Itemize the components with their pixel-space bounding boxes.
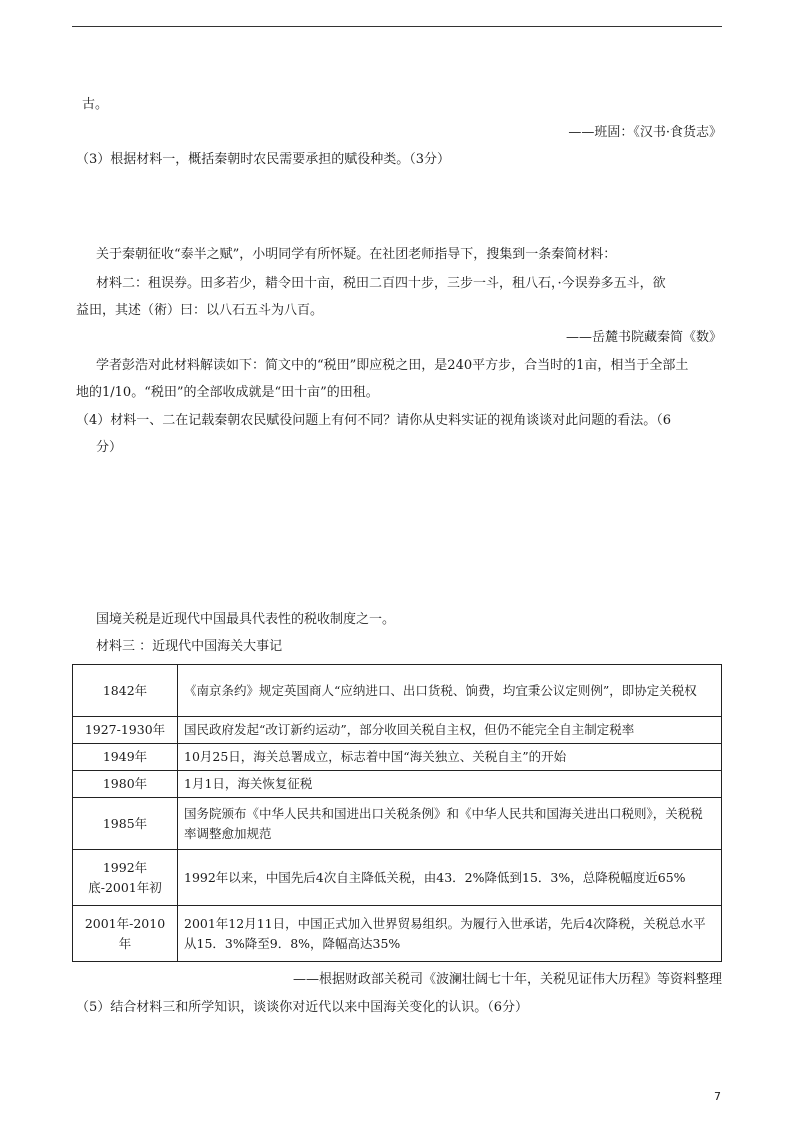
table-row <box>73 906 722 962</box>
source-citation-1: ——班固：《汉书·食货志》 <box>568 125 722 140</box>
scholar-interpretation-line-2: 地的1/10。“税田”的全部收成就是“田十亩”的田租。 <box>76 385 379 400</box>
source-citation-2: ——岳麓书院藏秦简《数》 <box>565 330 722 345</box>
table-year-cell: 1927-1930年 <box>73 717 178 744</box>
table-event-cell: 国民政府发起“改订新约运动”，部分收回关税自主权，但仍不能完全自主制定税率 <box>178 717 722 744</box>
table-year-cell: 1842年 <box>73 665 178 717</box>
question-3: （3）根据材料一，概括秦朝时农民需要承担的赋役种类。（3分） <box>76 152 451 167</box>
table-event-cell: 10月25日，海关总署成立，标志着中国“海关独立、关税自主”的开始 <box>178 744 722 771</box>
table-row <box>73 771 722 798</box>
table-year-cell: 1992年底-2001年初 <box>73 850 178 906</box>
customs-events-table <box>72 664 722 962</box>
table-year-cell: 1949年 <box>73 744 178 771</box>
top-fragment: 古。 <box>82 97 109 112</box>
table-event-cell: 《南京条约》规定英国商人“应纳进口、出口货税、饷费，均宜秉公议定则例”，即协定关税权 <box>178 665 722 717</box>
table-event-cell: 1月1日，海关恢复征税 <box>178 771 722 798</box>
material-2-intro: 关于秦朝征收“泰半之赋”，小明同学有所怀疑。在社团老师指导下，搜集到一条秦简材料： <box>96 247 617 262</box>
table-year-cell: 1985年 <box>73 798 178 850</box>
material-3-title: 材料三 ：近现代中国海关大事记 <box>96 639 283 654</box>
table-event-cell: 1992年以来，中国先后4次自主降低关税，由43．2%降低到15．3%，总降税幅度近65% <box>178 850 722 906</box>
table-year-cell: 2001年-2010年 <box>73 906 178 962</box>
question-5: （5）结合材料三和所学知识，谈谈你对近代以来中国海关变化的认识。（6分） <box>76 1000 529 1015</box>
scholar-interpretation-line-1: 学者彭浩对此材料解读如下：简文中的“税田”即应税之田，是240平方步，合当时的1亩，相当于全部土 <box>96 358 689 373</box>
material-2-line-1: 材料二：租误券。田多若少，耤令田十亩，税田二百四十步，三步一斗，租八石，·今误券多五斗，欲 <box>96 276 666 291</box>
question-4-line-2: 分） <box>96 440 123 455</box>
table-row <box>73 850 722 906</box>
table-row <box>73 798 722 850</box>
material-3-intro: 国境关税是近现代中国最具代表性的税收制度之一。 <box>96 612 396 627</box>
table-row <box>73 717 722 744</box>
table-event-cell: 国务院颁布《中华人民共和国进出口关税条例》和《中华人民共和国海关进出口税则》，关税税率调整愈加规范 <box>178 798 722 850</box>
page-number: 7 <box>714 1090 721 1103</box>
table-year-cell: 1980年 <box>73 771 178 798</box>
table-event-cell: 2001年12月11日，中国正式加入世界贸易组织。为履行入世承诺，先后4次降税，关税总水平从15．3%降至9．8%，降幅高达35% <box>178 906 722 962</box>
material-2-line-2: 益田，其述（術）曰：以八石五斗为八百。 <box>76 303 324 318</box>
header-rule <box>72 26 722 27</box>
table-row <box>73 665 722 717</box>
question-4-line-1: （4）材料一、二在记载秦朝农民赋役问题上有何不同？请你从史料实证的视角谈谈对此问题的看法。（6 <box>76 413 672 428</box>
table-row <box>73 744 722 771</box>
source-citation-3: ——根据财政部关税司《波澜壮阔七十年，关税见证伟大历程》等资料整理 <box>292 972 722 987</box>
